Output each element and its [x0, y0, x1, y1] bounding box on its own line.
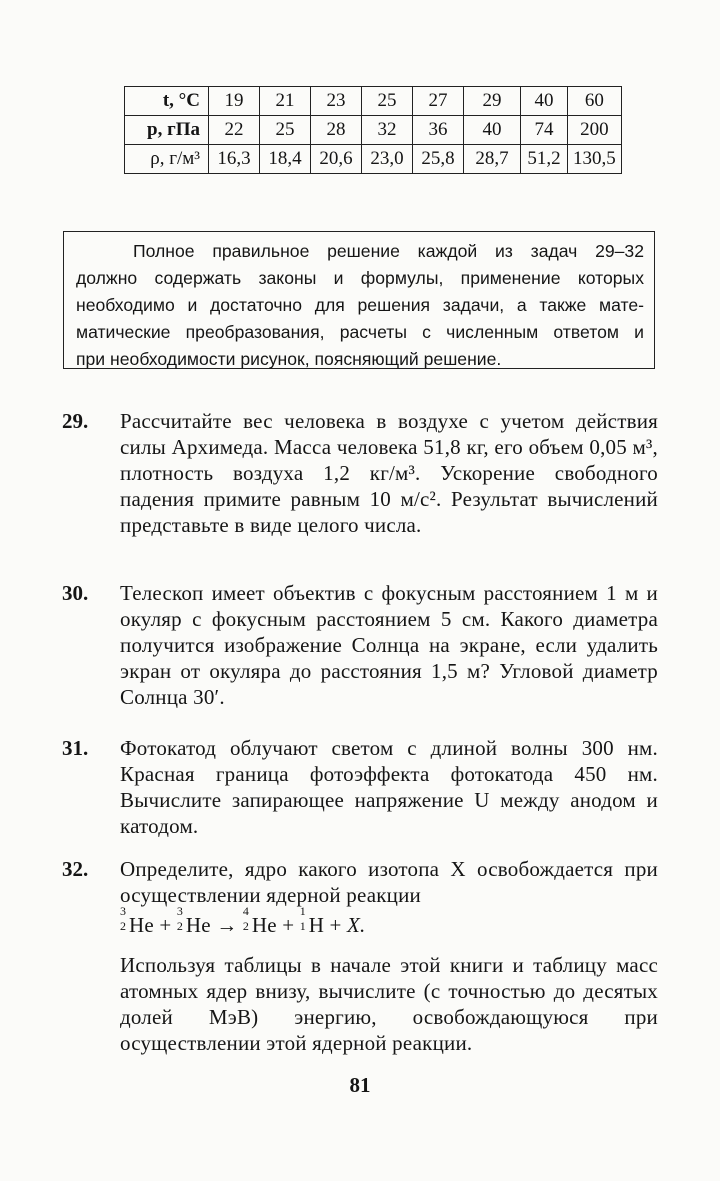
table-row-pressure: [125, 116, 622, 145]
table-cell: 22: [209, 116, 260, 145]
table-cell: 18,4: [260, 145, 311, 174]
element-symbol: He: [251, 913, 277, 937]
problem-number: 31.: [62, 736, 89, 760]
problem-text: Фотокатод облучают светом с длиной волны 300 нм. Красная граница фотоэффекта фотокатода 450 нм. Вычислите запирающее напряжение U между анодом и катодом.: [120, 736, 658, 838]
row-label-pressure: p, гПа: [125, 116, 209, 145]
table-cell: 29: [464, 87, 521, 116]
mass-number: 3: [176, 904, 184, 918]
nuclear-reaction: [120, 904, 658, 938]
table-row-density: [125, 145, 622, 174]
table-cell: 19: [209, 87, 260, 116]
notice-line: при необходимости рисунок, поясняющий решение.: [76, 349, 502, 369]
notice-line: необходимо и достаточно для решения задачи, а также мате-: [76, 295, 644, 315]
unknown-isotope: X.: [347, 913, 366, 937]
table-cell: 40: [464, 116, 521, 145]
plus-sign: +: [159, 913, 172, 937]
table-cell: 16,3: [209, 145, 260, 174]
table-cell: 200: [568, 116, 622, 145]
element-symbol: H: [308, 913, 325, 937]
table-cell: 130,5: [568, 145, 622, 174]
notice-line: должно содержать законы и формулы, применение которых: [76, 268, 644, 288]
mass-number: 4: [242, 904, 250, 918]
nuclide-he3: [120, 904, 154, 938]
problem-number: 29.: [62, 409, 89, 433]
problem-29: [62, 408, 658, 538]
charge-number: 2: [120, 919, 127, 933]
arrow-icon: →: [216, 913, 238, 937]
table-cell: 25: [260, 116, 311, 145]
nuclide-he4: [242, 904, 277, 938]
problem-31: [62, 735, 658, 839]
problem-text: Определите, ядро какого изотопа X освобождается при осуществлении ядерной реакции: [120, 857, 658, 907]
table-cell: 27: [413, 87, 464, 116]
table-cell: 28: [311, 116, 362, 145]
table-cell: 23,0: [362, 145, 413, 174]
solution-requirements-box: [63, 231, 655, 369]
charge-number: 2: [176, 919, 184, 933]
notice-line: Полное правильное решение каждой из задач 29–32: [133, 241, 644, 261]
table-cell: 51,2: [521, 145, 568, 174]
nuclide-he3: [176, 904, 211, 938]
row-label-density: ρ, г/м³: [125, 145, 209, 174]
table-cell: 74: [521, 116, 568, 145]
element-symbol: He: [129, 913, 154, 937]
notice-line: матические преобразования, расчеты с численным ответом и: [76, 322, 644, 342]
mass-number: 3: [120, 904, 127, 918]
problem-32: [62, 856, 658, 1056]
problem-text: Рассчитайте вес человека в воздухе с учетом действия силы Архимеда. Масса человека 51,8 кг, его объем 0,05 м³, плотность воздуха 1,2 кг/м³. Ускорение свободного падения примите равным 10 м/с². Результат вычислений представьте в виде целого числа.: [120, 409, 658, 537]
nuclide-h1: [299, 904, 325, 938]
plus-sign: +: [329, 913, 342, 937]
problem-number: 32.: [62, 857, 89, 881]
mass-number: 1: [299, 904, 306, 918]
table-cell: 23: [311, 87, 362, 116]
table-cell: 40: [521, 87, 568, 116]
charge-number: 1: [299, 919, 306, 933]
plus-sign: +: [282, 913, 295, 937]
table-cell: 21: [260, 87, 311, 116]
page-number: 81: [349, 1073, 371, 1097]
row-label-temperature: t, °C: [125, 87, 209, 116]
charge-number: 2: [242, 919, 250, 933]
table-cell: 28,7: [464, 145, 521, 174]
element-symbol: He: [185, 913, 211, 937]
problem-text: Телескоп имеет объектив с фокусным расстоянием 1 м и окуляр с фокусным расстоянием 5 см. Какого диаметра получится изображение Солнца на экране, если удалить экран от окуляра до расстояния 1,5 м? Угловой диаметр Солнца 30′.: [120, 581, 658, 709]
problem-30: [62, 580, 658, 710]
vapor-table: [124, 86, 622, 174]
table-cell: 25,8: [413, 145, 464, 174]
table-row-temperature: [125, 87, 622, 116]
table-cell: 20,6: [311, 145, 362, 174]
table-cell: 32: [362, 116, 413, 145]
problem-number: 30.: [62, 581, 89, 605]
table-cell: 25: [362, 87, 413, 116]
table-cell: 60: [568, 87, 622, 116]
problem-text: Используя таблицы в начале этой книги и таблицу масс атомных ядер внизу, вычислите (с точностью до десятых долей МэВ) энергию, освобождающуюся при осуществлении этой ядерной реакции.: [120, 953, 658, 1055]
table-cell: 36: [413, 116, 464, 145]
